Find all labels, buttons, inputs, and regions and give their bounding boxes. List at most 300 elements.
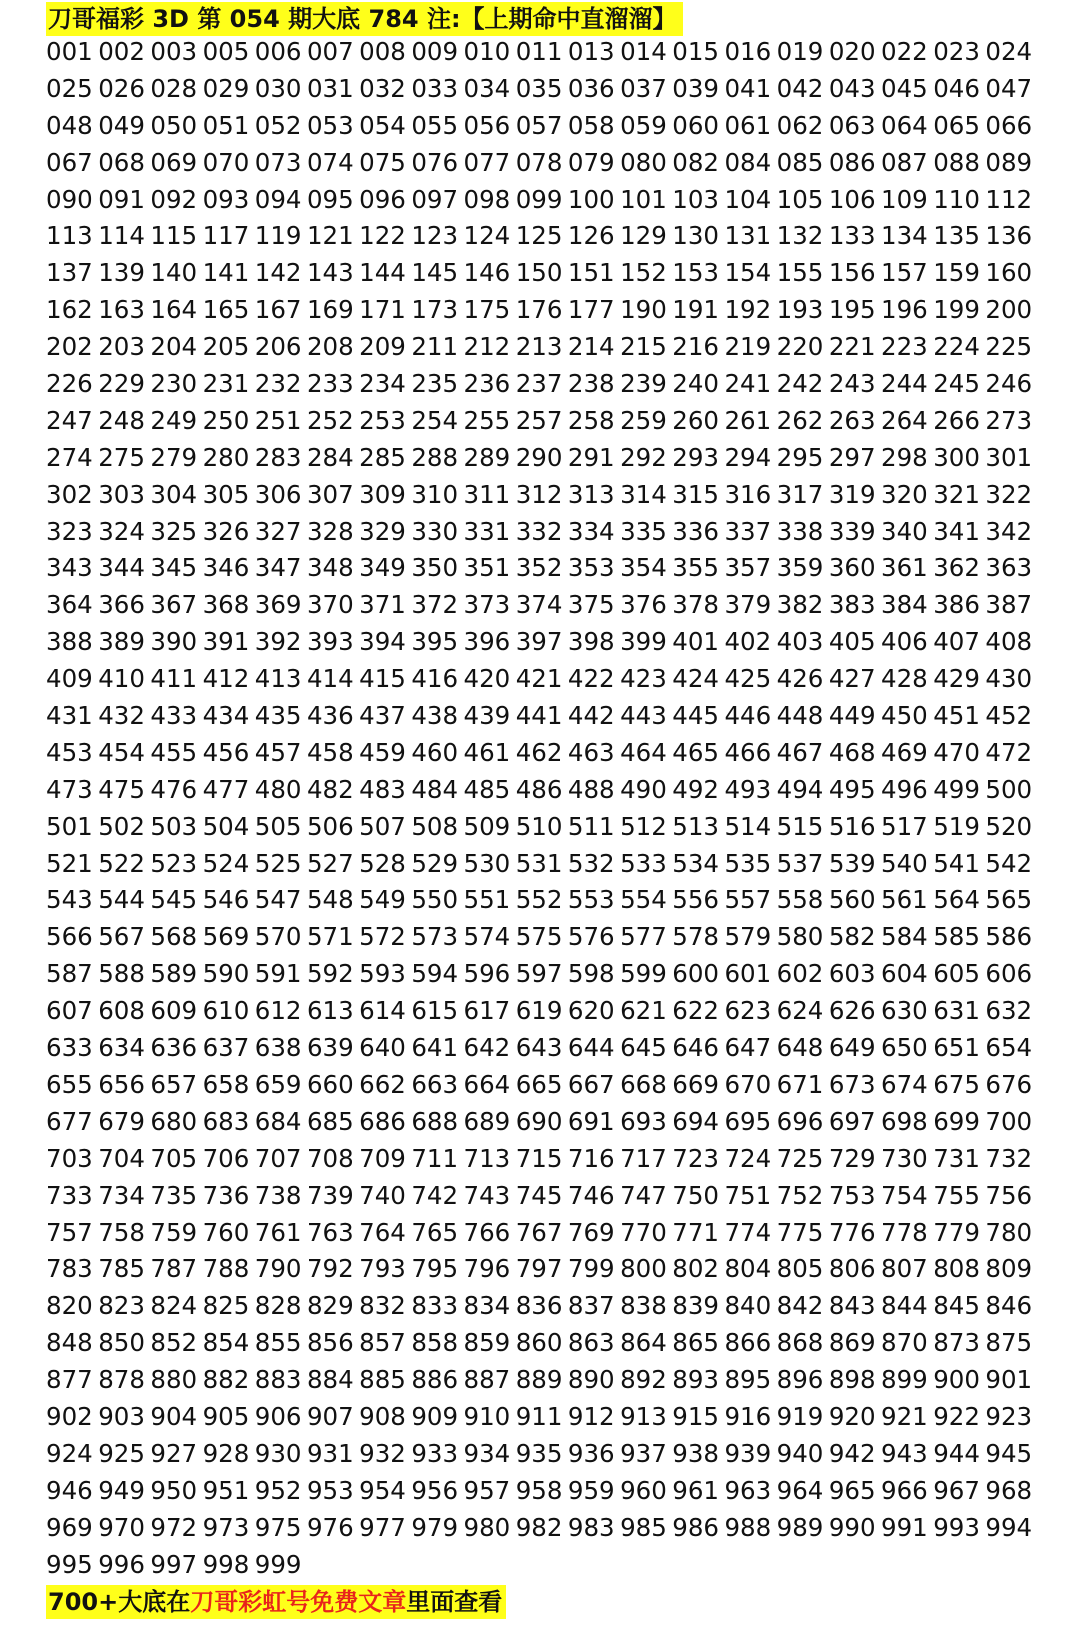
number-item: 677 xyxy=(46,1106,93,1136)
number-item: 003 xyxy=(150,37,198,66)
number-item: 340 xyxy=(881,516,928,546)
number-item: 774 xyxy=(724,1217,772,1247)
number-item: 289 xyxy=(463,442,511,472)
number-item: 723 xyxy=(672,1143,720,1173)
number-item: 729 xyxy=(828,1143,876,1173)
number-item: 123 xyxy=(411,221,459,251)
number-item: 903 xyxy=(98,1401,145,1431)
number-item: 249 xyxy=(150,405,198,435)
number-item: 896 xyxy=(776,1365,824,1395)
number-item: 064 xyxy=(881,110,928,140)
number-item: 025 xyxy=(46,73,93,103)
number-item: 656 xyxy=(98,1069,145,1099)
number-item: 857 xyxy=(359,1328,406,1358)
number-item: 067 xyxy=(46,147,93,177)
number-item: 859 xyxy=(463,1328,511,1358)
number-item: 220 xyxy=(776,332,824,362)
number-item: 575 xyxy=(515,922,563,952)
number-item: 248 xyxy=(98,405,145,435)
number-item: 058 xyxy=(567,110,615,140)
number-item: 959 xyxy=(567,1475,615,1505)
number-item: 369 xyxy=(254,590,302,620)
number-item: 370 xyxy=(306,590,354,620)
number-item: 339 xyxy=(828,516,876,546)
number-item: 492 xyxy=(672,774,720,804)
number-item: 696 xyxy=(776,1106,824,1136)
number-item: 493 xyxy=(724,774,772,804)
number-item: 055 xyxy=(411,110,459,140)
number-item: 215 xyxy=(620,332,667,362)
number-row xyxy=(46,550,1046,587)
number-item: 448 xyxy=(776,701,824,731)
number-item: 913 xyxy=(620,1401,667,1431)
number-item: 713 xyxy=(463,1143,511,1173)
number-item: 591 xyxy=(254,959,302,989)
number-item: 065 xyxy=(933,110,980,140)
number-item: 165 xyxy=(202,295,250,325)
number-item: 224 xyxy=(933,332,980,362)
number-item: 787 xyxy=(150,1254,198,1284)
number-item: 906 xyxy=(254,1401,302,1431)
number-item: 945 xyxy=(985,1438,1033,1468)
number-item: 367 xyxy=(150,590,198,620)
number-item: 690 xyxy=(515,1106,563,1136)
number-item: 525 xyxy=(254,848,302,878)
number-item: 167 xyxy=(254,295,302,325)
number-item: 793 xyxy=(359,1254,406,1284)
number-item: 203 xyxy=(98,332,145,362)
number-item: 980 xyxy=(463,1512,511,1542)
number-item: 750 xyxy=(672,1180,720,1210)
number-item: 979 xyxy=(411,1512,459,1542)
number-item: 421 xyxy=(515,664,563,694)
number-item: 014 xyxy=(620,37,667,66)
number-item: 739 xyxy=(306,1180,354,1210)
number-item: 967 xyxy=(933,1475,980,1505)
number-item: 512 xyxy=(620,811,667,841)
number-item: 294 xyxy=(724,442,772,472)
number-item: 042 xyxy=(776,73,824,103)
number-item: 328 xyxy=(306,516,354,546)
number-item: 408 xyxy=(985,627,1033,657)
number-item: 156 xyxy=(828,258,876,288)
number-item: 251 xyxy=(254,405,302,435)
number-item: 374 xyxy=(515,590,563,620)
number-item: 606 xyxy=(985,959,1033,989)
number-item: 904 xyxy=(150,1401,198,1431)
number-item: 644 xyxy=(567,1033,615,1063)
number-item: 255 xyxy=(463,405,511,435)
number-item: 069 xyxy=(150,147,198,177)
number-item: 731 xyxy=(933,1143,980,1173)
number-item: 697 xyxy=(828,1106,876,1136)
number-item: 060 xyxy=(672,110,720,140)
number-item: 804 xyxy=(724,1254,772,1284)
number-item: 585 xyxy=(933,922,980,952)
number-row xyxy=(46,698,1046,735)
number-item: 079 xyxy=(567,147,615,177)
number-item: 500 xyxy=(985,774,1033,804)
number-item: 499 xyxy=(933,774,980,804)
number-item: 823 xyxy=(98,1291,145,1321)
number-item: 401 xyxy=(672,627,720,657)
number-item: 034 xyxy=(463,73,511,103)
number-item: 911 xyxy=(515,1401,563,1431)
number-item: 547 xyxy=(254,885,302,915)
number-item: 144 xyxy=(359,258,406,288)
number-item: 863 xyxy=(567,1328,615,1358)
number-item: 507 xyxy=(359,811,406,841)
number-row xyxy=(46,1510,1046,1547)
number-item: 204 xyxy=(150,332,198,362)
number-item: 430 xyxy=(985,664,1033,694)
number-item: 594 xyxy=(411,959,459,989)
number-item: 411 xyxy=(150,664,198,694)
number-item: 574 xyxy=(463,922,511,952)
number-item: 548 xyxy=(306,885,354,915)
number-item: 753 xyxy=(828,1180,876,1210)
number-item: 196 xyxy=(881,295,928,325)
number-item: 285 xyxy=(359,442,406,472)
number-item: 882 xyxy=(202,1365,250,1395)
number-item: 613 xyxy=(306,996,354,1026)
number-item: 303 xyxy=(98,479,145,509)
number-item: 983 xyxy=(567,1512,615,1542)
number-item: 743 xyxy=(463,1180,511,1210)
number-item: 640 xyxy=(359,1033,406,1063)
number-item: 075 xyxy=(359,147,406,177)
number-item: 397 xyxy=(515,627,563,657)
number-item: 991 xyxy=(881,1512,928,1542)
number-item: 736 xyxy=(202,1180,250,1210)
number-item: 490 xyxy=(620,774,667,804)
number-item: 785 xyxy=(98,1254,145,1284)
number-item: 807 xyxy=(881,1254,928,1284)
number-item: 169 xyxy=(306,295,354,325)
number-item: 002 xyxy=(98,37,145,66)
number-item: 544 xyxy=(98,885,145,915)
number-item: 960 xyxy=(620,1475,667,1505)
number-item: 943 xyxy=(881,1438,928,1468)
number-row xyxy=(46,218,1046,255)
number-item: 612 xyxy=(254,996,302,1026)
number-item: 966 xyxy=(881,1475,928,1505)
number-item: 621 xyxy=(620,996,667,1026)
number-item: 839 xyxy=(672,1291,720,1321)
number-item: 779 xyxy=(933,1217,980,1247)
number-item: 242 xyxy=(776,369,824,399)
number-item: 662 xyxy=(359,1069,406,1099)
number-item: 342 xyxy=(985,516,1033,546)
number-item: 200 xyxy=(985,295,1033,325)
number-item: 589 xyxy=(150,959,198,989)
number-item: 870 xyxy=(881,1328,928,1358)
number-item: 394 xyxy=(359,627,406,657)
number-item: 298 xyxy=(881,442,928,472)
number-item: 472 xyxy=(985,737,1033,767)
number-item: 445 xyxy=(672,701,720,731)
number-item: 838 xyxy=(620,1291,667,1321)
number-item: 511 xyxy=(567,811,615,841)
number-item: 546 xyxy=(202,885,250,915)
number-item: 887 xyxy=(463,1365,511,1395)
number-item: 907 xyxy=(306,1401,354,1431)
number-item: 314 xyxy=(620,479,667,509)
number-item: 970 xyxy=(98,1512,145,1542)
number-item: 115 xyxy=(150,221,198,251)
number-item: 711 xyxy=(411,1143,459,1173)
number-item: 633 xyxy=(46,1033,93,1063)
number-item: 912 xyxy=(567,1401,615,1431)
number-item: 175 xyxy=(463,295,511,325)
number-row xyxy=(46,514,1046,551)
number-item: 206 xyxy=(254,332,302,362)
number-row xyxy=(46,1288,1046,1325)
number-item: 684 xyxy=(254,1106,302,1136)
number-item: 610 xyxy=(202,996,250,1026)
number-item: 407 xyxy=(933,627,980,657)
number-item: 117 xyxy=(202,221,250,251)
number-item: 334 xyxy=(567,516,615,546)
number-item: 942 xyxy=(828,1438,876,1468)
number-item: 320 xyxy=(881,479,928,509)
number-item: 068 xyxy=(98,147,145,177)
number-item: 988 xyxy=(724,1512,772,1542)
number-item: 313 xyxy=(567,479,615,509)
number-item: 531 xyxy=(515,848,563,878)
number-item: 892 xyxy=(620,1365,667,1395)
number-item: 130 xyxy=(672,221,720,251)
number-item: 096 xyxy=(359,184,406,214)
number-item: 239 xyxy=(620,369,667,399)
number-item: 119 xyxy=(254,221,302,251)
number-item: 552 xyxy=(515,885,563,915)
number-item: 529 xyxy=(411,848,459,878)
number-item: 371 xyxy=(359,590,406,620)
number-item: 233 xyxy=(306,369,354,399)
number-item: 426 xyxy=(776,664,824,694)
number-item: 924 xyxy=(46,1438,93,1468)
number-item: 051 xyxy=(202,110,250,140)
number-item: 036 xyxy=(567,73,615,103)
number-item: 730 xyxy=(881,1143,928,1173)
number-item: 510 xyxy=(515,811,563,841)
number-item: 933 xyxy=(411,1438,459,1468)
number-item: 968 xyxy=(985,1475,1033,1505)
number-item: 085 xyxy=(776,147,824,177)
number-item: 236 xyxy=(463,369,511,399)
number-item: 952 xyxy=(254,1475,302,1505)
number-item: 549 xyxy=(359,885,406,915)
number-item: 337 xyxy=(724,516,772,546)
number-item: 982 xyxy=(515,1512,563,1542)
number-item: 502 xyxy=(98,811,145,841)
number-item: 954 xyxy=(359,1475,406,1505)
number-row xyxy=(46,1067,1046,1104)
number-item: 551 xyxy=(463,885,511,915)
number-item: 293 xyxy=(672,442,720,472)
number-item: 461 xyxy=(463,737,511,767)
number-item: 363 xyxy=(985,553,1033,583)
number-item: 114 xyxy=(98,221,145,251)
number-item: 889 xyxy=(515,1365,563,1395)
number-item: 899 xyxy=(881,1365,928,1395)
number-item: 053 xyxy=(306,110,354,140)
number-item: 301 xyxy=(985,442,1033,472)
number-item: 409 xyxy=(46,664,93,694)
number-row xyxy=(46,108,1046,145)
number-item: 593 xyxy=(359,959,406,989)
number-item: 470 xyxy=(933,737,980,767)
number-item: 963 xyxy=(724,1475,772,1505)
number-item: 580 xyxy=(776,922,824,952)
number-item: 969 xyxy=(46,1512,93,1542)
number-item: 755 xyxy=(933,1180,980,1210)
number-item: 164 xyxy=(150,295,198,325)
number-item: 615 xyxy=(411,996,459,1026)
number-row xyxy=(46,1215,1046,1252)
number-item: 235 xyxy=(411,369,459,399)
number-item: 361 xyxy=(881,553,928,583)
number-item: 357 xyxy=(724,553,772,583)
number-item: 599 xyxy=(620,959,667,989)
number-item: 449 xyxy=(828,701,876,731)
number-item: 126 xyxy=(567,221,615,251)
number-item: 341 xyxy=(933,516,980,546)
number-item: 424 xyxy=(672,664,720,694)
number-item: 080 xyxy=(620,147,667,177)
number-item: 326 xyxy=(202,516,250,546)
number-item: 101 xyxy=(620,184,667,214)
number-item: 432 xyxy=(98,701,145,731)
number-item: 709 xyxy=(359,1143,406,1173)
number-item: 406 xyxy=(881,627,928,657)
number-item: 873 xyxy=(933,1328,980,1358)
number-item: 300 xyxy=(933,442,980,472)
number-item: 020 xyxy=(828,37,876,66)
number-item: 423 xyxy=(620,664,667,694)
number-item: 524 xyxy=(202,848,250,878)
number-item: 806 xyxy=(828,1254,876,1284)
number-item: 641 xyxy=(411,1033,459,1063)
number-item: 766 xyxy=(463,1217,511,1247)
number-item: 884 xyxy=(306,1365,354,1395)
number-item: 403 xyxy=(776,627,824,657)
number-item: 274 xyxy=(46,442,93,472)
number-item: 302 xyxy=(46,479,93,509)
number-item: 273 xyxy=(985,405,1033,435)
number-item: 693 xyxy=(620,1106,667,1136)
number-item: 688 xyxy=(411,1106,459,1136)
number-item: 663 xyxy=(411,1069,459,1099)
number-item: 973 xyxy=(202,1512,250,1542)
footer-suffix: 里面查看 xyxy=(406,1588,503,1616)
number-item: 436 xyxy=(306,701,354,731)
number-item: 670 xyxy=(724,1069,772,1099)
number-item: 588 xyxy=(98,959,145,989)
number-item: 746 xyxy=(567,1180,615,1210)
number-item: 327 xyxy=(254,516,302,546)
number-item: 254 xyxy=(411,405,459,435)
number-item: 771 xyxy=(672,1217,720,1247)
number-item: 541 xyxy=(933,848,980,878)
number-item: 530 xyxy=(463,848,511,878)
number-item: 136 xyxy=(985,221,1033,251)
number-item: 253 xyxy=(359,405,406,435)
number-item: 604 xyxy=(881,959,928,989)
number-item: 368 xyxy=(202,590,250,620)
number-item: 522 xyxy=(98,848,145,878)
number-item: 191 xyxy=(672,295,720,325)
number-item: 321 xyxy=(933,479,980,509)
number-item: 473 xyxy=(46,774,93,804)
number-item: 379 xyxy=(724,590,772,620)
number-item: 351 xyxy=(463,553,511,583)
number-item: 506 xyxy=(306,811,354,841)
number-item: 997 xyxy=(150,1549,198,1579)
number-item: 022 xyxy=(881,37,928,66)
number-item: 829 xyxy=(306,1291,354,1321)
number-item: 046 xyxy=(933,73,980,103)
number-item: 850 xyxy=(98,1328,145,1358)
footer-link-text[interactable]: 刀哥彩虹号免费文章 xyxy=(190,1588,407,1616)
number-item: 484 xyxy=(411,774,459,804)
number-item: 671 xyxy=(776,1069,824,1099)
number-item: 776 xyxy=(828,1217,876,1247)
number-item: 587 xyxy=(46,959,93,989)
number-item: 349 xyxy=(359,553,406,583)
number-item: 900 xyxy=(933,1365,980,1395)
number-item: 700 xyxy=(985,1106,1033,1136)
number-item: 483 xyxy=(359,774,406,804)
number-item: 422 xyxy=(567,664,615,694)
number-item: 637 xyxy=(202,1033,250,1063)
number-item: 354 xyxy=(620,553,667,583)
number-item: 159 xyxy=(933,258,980,288)
number-item: 902 xyxy=(46,1401,93,1431)
number-item: 391 xyxy=(202,627,250,657)
number-item: 513 xyxy=(672,811,720,841)
number-item: 496 xyxy=(881,774,928,804)
number-item: 842 xyxy=(776,1291,824,1321)
number-item: 262 xyxy=(776,405,824,435)
number-item: 527 xyxy=(306,848,354,878)
number-item: 431 xyxy=(46,701,93,731)
number-item: 307 xyxy=(306,479,354,509)
number-item: 050 xyxy=(150,110,198,140)
number-item: 260 xyxy=(672,405,720,435)
number-item: 420 xyxy=(463,664,511,694)
number-row xyxy=(46,182,1046,219)
number-item: 520 xyxy=(985,811,1033,841)
number-item: 539 xyxy=(828,848,876,878)
number-item: 399 xyxy=(620,627,667,657)
number-item: 212 xyxy=(463,332,511,362)
number-item: 898 xyxy=(828,1365,876,1395)
number-item: 951 xyxy=(202,1475,250,1505)
number-row xyxy=(46,772,1046,809)
number-item: 557 xyxy=(724,885,772,915)
number-item: 754 xyxy=(881,1180,928,1210)
number-item: 964 xyxy=(776,1475,824,1505)
number-item: 304 xyxy=(150,479,198,509)
number-item: 944 xyxy=(933,1438,980,1468)
number-item: 030 xyxy=(254,73,302,103)
number-item: 232 xyxy=(254,369,302,399)
number-item: 638 xyxy=(254,1033,302,1063)
number-item: 792 xyxy=(306,1254,354,1284)
number-item: 241 xyxy=(724,369,772,399)
